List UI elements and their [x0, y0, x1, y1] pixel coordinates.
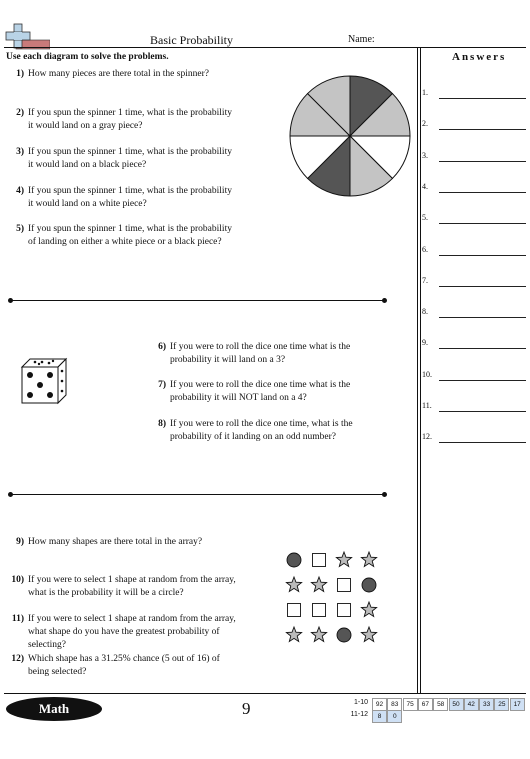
- score-range: 11-12: [350, 711, 368, 718]
- answer-line[interactable]: [439, 98, 526, 99]
- score-cell: 8: [372, 710, 387, 723]
- section-separator: [10, 300, 385, 301]
- array-star-icon: [311, 577, 326, 591]
- answer-row[interactable]: [422, 370, 526, 384]
- array-circle-icon: [287, 553, 301, 567]
- separator-dot: [8, 492, 13, 497]
- score-cell: 17: [510, 698, 525, 711]
- answer-row[interactable]: [422, 88, 526, 102]
- array-star-icon: [336, 552, 351, 566]
- answer-number: 1.: [422, 88, 428, 97]
- answer-line[interactable]: [439, 348, 526, 349]
- score-cell: 50: [449, 698, 464, 711]
- plus-logo-icon: [4, 22, 50, 50]
- name-label: Name:: [348, 34, 375, 45]
- array-star-icon: [361, 627, 376, 641]
- header-rule: [4, 47, 526, 48]
- array-square-icon: [313, 604, 326, 617]
- page-title: Basic Probability: [150, 33, 233, 47]
- array-star-icon: [286, 577, 301, 591]
- answer-line[interactable]: [439, 411, 526, 412]
- array-star-icon: [361, 552, 376, 566]
- answer-line[interactable]: [439, 442, 526, 443]
- answer-number: 5.: [422, 213, 428, 223]
- array-star-icon: [361, 602, 376, 616]
- score-range: 1-10: [353, 699, 368, 706]
- answer-row[interactable]: [422, 401, 526, 415]
- answer-line[interactable]: [439, 192, 526, 193]
- answer-line[interactable]: [439, 161, 526, 162]
- answer-line[interactable]: [439, 317, 526, 318]
- answer-number: 11.: [422, 401, 432, 410]
- answer-number: 3.: [422, 150, 428, 160]
- answer-number: 9.: [422, 338, 428, 348]
- array-circle-icon: [337, 628, 351, 642]
- answer-row[interactable]: [422, 213, 526, 227]
- answers-divider: [417, 47, 418, 693]
- array-star-icon: [286, 627, 301, 641]
- separator-dot: [8, 298, 13, 303]
- score-cell: 92: [372, 698, 387, 711]
- answer-line[interactable]: [439, 286, 526, 287]
- answer-row[interactable]: [422, 307, 526, 321]
- score-cell: 25: [494, 698, 509, 711]
- answer-row[interactable]: [422, 182, 526, 196]
- answer-row[interactable]: [422, 151, 526, 165]
- separator-dot: [382, 298, 387, 303]
- answer-row[interactable]: [422, 432, 526, 446]
- page-number: 9: [242, 699, 251, 718]
- array-square-icon: [288, 604, 301, 617]
- score-cell: 0: [387, 710, 402, 723]
- dice-diagram: [18, 357, 68, 405]
- score-cell: 58: [433, 698, 448, 711]
- spinner-diagram: [286, 74, 414, 198]
- answer-line[interactable]: [439, 380, 526, 381]
- answer-number: 7.: [422, 275, 428, 285]
- array-square-icon: [338, 579, 351, 592]
- array-square-icon: [313, 554, 326, 567]
- array-star-icon: [311, 627, 326, 641]
- answer-row[interactable]: [422, 119, 526, 133]
- answer-number: 2.: [422, 119, 428, 129]
- answer-number: 6.: [422, 244, 428, 254]
- answer-line[interactable]: [439, 129, 526, 130]
- score-cell: 83: [387, 698, 402, 711]
- score-cell: 33: [479, 698, 494, 711]
- answer-line[interactable]: [439, 255, 526, 256]
- array-square-icon: [338, 604, 351, 617]
- answer-line[interactable]: [439, 223, 526, 224]
- score-cell: 42: [464, 698, 479, 711]
- shape-array: [284, 550, 380, 646]
- answers-title: Answers: [452, 51, 507, 63]
- answer-number: 10.: [422, 369, 432, 379]
- answer-row[interactable]: [422, 338, 526, 352]
- score-cell: 67: [418, 698, 433, 711]
- footer-rule: [4, 693, 526, 694]
- math-badge: Math: [6, 697, 102, 721]
- answers-divider-inner: [420, 47, 421, 693]
- instructions: Use each diagram to solve the problems.: [6, 52, 169, 62]
- score-cell: 75: [403, 698, 418, 711]
- answer-number: 8.: [422, 307, 428, 317]
- answer-number: 4.: [422, 181, 428, 191]
- section-separator: [10, 494, 385, 495]
- answer-number: 12.: [422, 432, 432, 442]
- separator-dot: [382, 492, 387, 497]
- answer-row[interactable]: [422, 276, 526, 290]
- array-circle-icon: [362, 578, 376, 592]
- answer-row[interactable]: [422, 245, 526, 259]
